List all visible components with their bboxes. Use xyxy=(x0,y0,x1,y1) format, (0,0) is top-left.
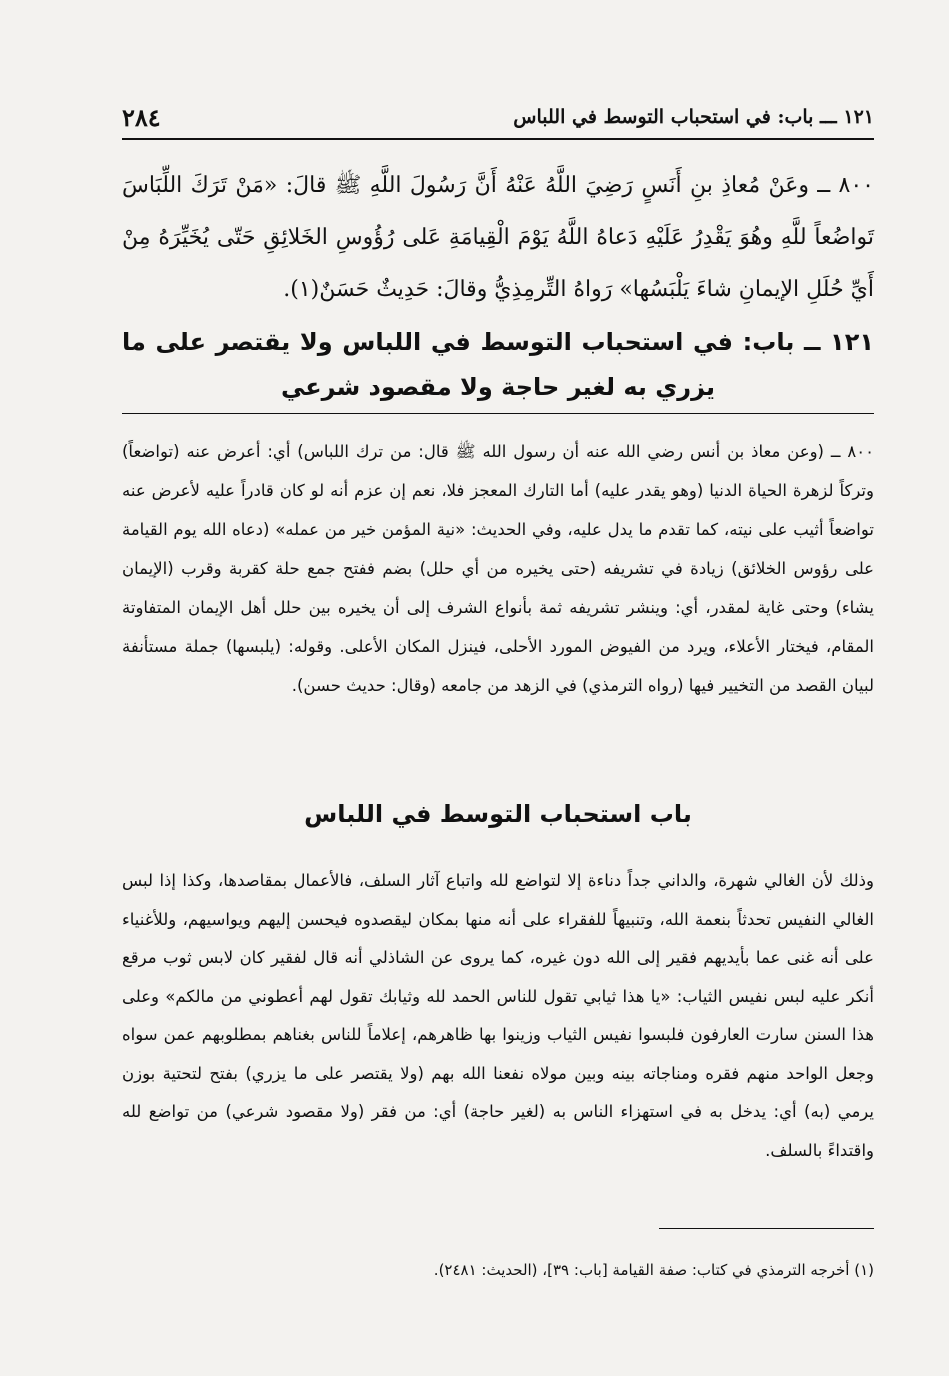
section-body: وذلك لأن الغالي شهرة، والداني جداً دناءة إلا لتواضع لله واتباع آثار السلف، فالأعمال بمقاصدها، وكذا إذا لبس الغالي النفيس تحدثاً بنعمة الله، وتنبيهاً للفقراء على أنه منها بمكان ليقصدوه فيحسن إليهم ويواسيهم، وللأغنياء على أنه غنى عما بأيديهم فقير إلى الله دون غيره، كما يروى عن الشاذلي أنه قال لفقير كان لابس ثوب مرقع أنكر عليه لبس نفيس الثياب: «يا هذا ثيابي تقول للناس الحمد لله وثيابك تقول لهم أعطوني من مالكم» وعلى هذا السنن سارت العارفون فلبسوا نفيس الثياب وزينوا بها ظاهرهم، إعلاماً للناس بغناهم بمطلوبهم عمن سواه وجعل الواحد منهم فقره ومناجاته بينه وبين مولاه نفعنا الله بهم (ولا يقتصر على ما يزري) بفتح لتحتية بوزن يرمي (به) أي: يدخل به في استهزاء الناس به (لغير حاجة) أي: من فقر (ولا مقصود شرعي) من تواضع لله واقتداءً بالسلف. xyxy=(122,871,874,1160)
page-number: ٢٨٤ xyxy=(122,102,161,132)
footnote-divider xyxy=(659,1228,874,1229)
page-header xyxy=(122,96,874,140)
hadith-text: ٨٠٠ ــ وعَنْ مُعاذِ بنِ أَنَسٍ رَضِيَ اللَّهُ عَنْهُ أَنَّ رَسُولَ اللَّهِ ﷺ قالَ: «مَنْ تَرَكَ اللِّبَاسَ تَواضُعاً للَّهِ وهُوَ يَقْدِرُ عَلَيْهِ دَعاهُ اللَّهُ يَوْمَ الْقِيامَةِ عَلى رُؤُوسِ الخَلائِقِ حَتّى يُخَيِّرَهُ مِنْ أَيِّ حُلَلِ الإيمانِ شاءَ يَلْبَسُها» رَواهُ التِّرمِذِيُّ وقالَ: حَدِيثٌ حَسَنٌ(١). xyxy=(122,173,874,302)
commentary-text: ٨٠٠ ــ (وعن معاذ بن أنس رضي الله عنه أن رسول الله ﷺ قال: من ترك اللباس) أي: أعرض عنه (تواضعاً) وتركاً لزهرة الحياة الدنيا (وهو يقدر عليه) أما التارك المعجز فلا، نعم إن عزم أنه لو كان قادراً عليه لأعرض عنه تواضعاً أثيب على نيته، كما تقدم ما يدل عليه، وفي الحديث: «نية المؤمن خير من عمله» (دعاه الله يوم القيامة على رؤوس الخلائق) زيادة في تشريفه (حتى يخيره من أي حلل) بضم ففتح جمع حلة كقربة وقرب (الإيمان يشاء) وحتى غاية لمقدر، أي: وينشر تشريفه ثمة بأنواع الشرف إلى أن يخيره بين حلل أهل الإيمان المتفاوتة المقام، فيختار الأعلاء، ويرد من الفيوض المورد الأحلى، فينزل المكان الأعلى. وقوله: (يلبسها) جملة مستأنفة لبيان القصد من التخيير فيها (رواه الترمذي) في الزهد من جامعه (وقال: حديث حسن). xyxy=(122,442,874,695)
chapter-heading: ١٢١ ــ باب: في استحباب التوسط في اللباس ولا يقتصر على ما يزري به لغير حاجة ولا مقصود شرعي xyxy=(122,328,874,401)
section-title: باب استحباب التوسط في اللباس xyxy=(304,800,692,828)
divider xyxy=(122,413,874,414)
footnote: (١) أخرجه الترمذي في كتاب: صفة القيامة [باب: ٣٩]، (الحديث: ٢٤٨١). xyxy=(433,1261,874,1279)
running-title: ١٢١ ـــ باب: في استحباب التوسط في اللباس xyxy=(513,106,874,128)
